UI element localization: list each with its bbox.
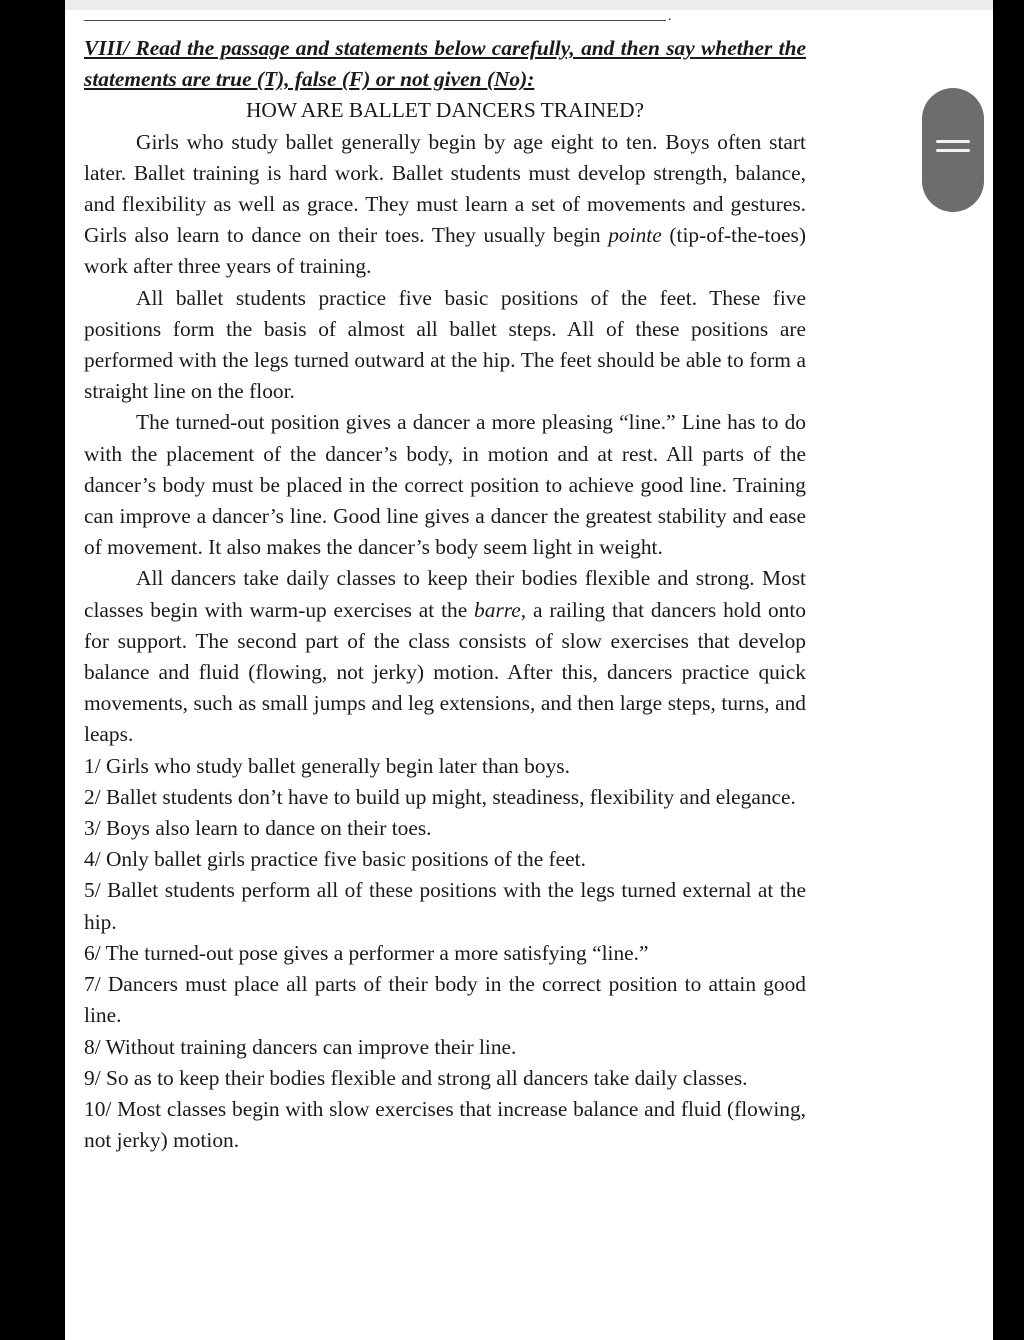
top-rule [84,20,666,21]
statement-3: 3/ Boys also learn to dance on their toes. [84,816,432,841]
rule-dot: . [668,9,672,24]
handle-grip-line-2 [936,149,970,152]
statement-4: 4/ Only ballet girls practice five basic positions of the feet. [84,847,586,872]
statement-6: 6/ The turned-out pose gives a performer a more satisfying “line.” [84,940,649,965]
paragraph-1-text: Girls who study ballet generally begin by age eight to ten. Boys often start later. Ballet training is hard work. Ballet students must develop strength, balance, and flexibility as well as grace. They must learn a set of movements and gestures. Girls also learn to dance on their toes. They usually begin [84,129,806,248]
statement-5: 5/ Ballet students perform all of these positions with the legs turned external at the hip. [84,878,806,934]
statement-9: 9/ So as to keep their bodies flexible and strong all dancers take daily classes. [84,1065,748,1090]
scroll-handle[interactable] [922,88,984,212]
statement-10: 10/ Most classes begin with slow exercises that increase balance and fluid (flowing, not jerky) motion. [84,1096,806,1153]
pointe-term: pointe [608,223,662,248]
instruction-line-1: VIII/ Read the passage and statements below carefully, and then say [84,36,695,60]
passage-paragraph-1 [84,127,806,283]
statement-2: 2/ Ballet students don’t have to build up might, steadiness, flexibility and elegance. [84,784,796,809]
statement-1: 1/ Girls who study ballet generally begin later than boys. [84,753,570,778]
paragraph-4-text-end: a railing that dancers hold onto for support. The second part of the class consists of slow exercises that develop balance and fluid (flowing, not jerky) motion. After this, dancers practice quick movements, such as small jumps and leg extensions, and then large steps, turns, and leaps. [84,597,806,747]
exercise-instruction [84,33,806,95]
passage-paragraph-4 [84,563,806,750]
statement-7: 7/ Dancers must place all parts of their body in the correct position to attain good line. [84,972,806,1028]
handle-grip-line-1 [936,140,970,143]
document-content [84,9,806,1156]
paragraph-1-text-end: (tip-of-the-toes) work after three years of training. [84,223,806,279]
statement-8: 8/ Without training dancers can improve their line. [84,1034,517,1059]
passage-paragraph-3: The turned-out position gives a dancer a more pleasing “line.” Line has to do with the placement of the dancer’s body, in motion and at rest. All parts of the dancer’s body must be placed in the correct position to achieve good line. Training can improve a dancer’s line. Good line gives a dancer the greatest stability and ease of movement. It also makes the dancer’s body seem light in weight. [84,410,806,560]
barre-term: barre, [474,597,527,622]
page-top-strip [65,0,993,10]
passage-title: HOW ARE BALLET DANCERS TRAINED? [245,98,645,123]
passage-paragraph-2: All ballet students practice five basic positions of the feet. These five positions form the basis of almost all ballet steps. All of these positions are performed with the legs turned outward at the hip. The feet should be able to form a straight line on the floor. [84,285,806,404]
paragraph-4-text: All dancers take daily classes to keep their bodies flexible and strong. Most classes begin with warm-up exercises at the [84,566,806,622]
instruction-line-2: whether the statements are true (T), false (F) or not given (No): [84,36,806,92]
